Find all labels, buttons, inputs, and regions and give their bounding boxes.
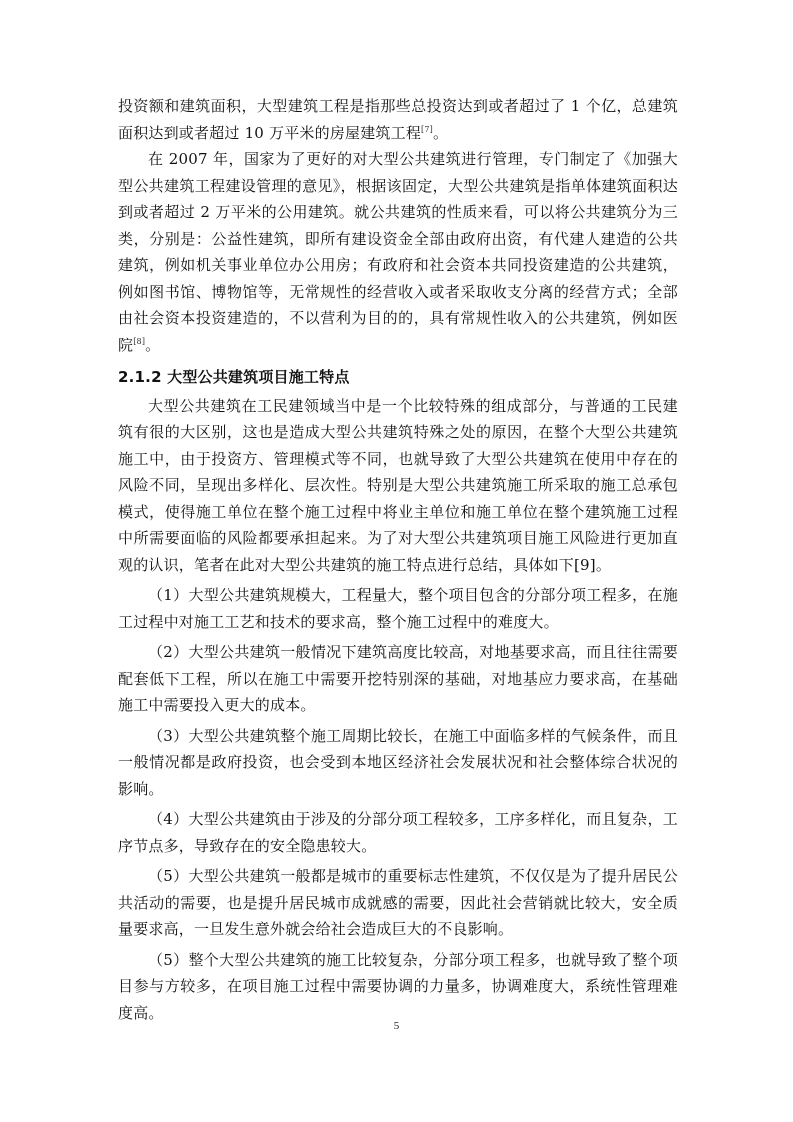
list-item-2: （2）大型公共建筑一般情况下建筑高度比较高，对地基要求高，而且往往需要配套低下工程，所以在施工中需要开挖特别深的基础，对地基应力要求高，在基础施工中需要投入更大的成本。 <box>118 643 678 714</box>
paragraph-public-building-definition <box>118 146 678 358</box>
list-item-5: （5）大型公共建筑一般都是城市的重要标志性建筑，不仅仅是为了提升居民公共活动的需要，也是提升居民城市成就感的需要，因此社会营销就比较大，安全质量要求高，一旦发生意外就会给社会造成巨大的不良影响。 <box>118 867 678 938</box>
section-heading: 2.1.2 大型公共建筑项目施工特点 <box>118 368 350 386</box>
intro-text: 投资额和建筑面积，大型建筑工程是指那些总投资达到或者超过了 1 个亿，总建筑面积达到或者超过 10 万平米的房屋建筑工程 <box>118 97 678 142</box>
intro-paragraph <box>118 93 678 146</box>
citation-8: [8] <box>133 336 146 346</box>
para2-end: 。 <box>145 335 161 354</box>
intro-end: 。 <box>432 123 449 142</box>
list-item-3: （3）大型公共建筑整个施工周期比较长，在施工中面临多样的气候条件，而且一般情况都是政府投资，也会受到本地区经济社会发展状况和社会整体综合状况的影响。 <box>118 726 678 798</box>
list-item-6: （5）整个大型公共建筑的施工比较复杂，分部分项工程多，也就导致了整个项目参与方较多，在项目施工过程中需要协调的力量多，协调难度大，系统性管理难度高。 <box>118 950 678 1022</box>
citation-7: [7] <box>421 124 433 134</box>
list-item-1: （1）大型公共建筑规模大，工程量大，整个项目包含的分部分项工程多，在施工过程中对施工工艺和技术的要求高，整个施工过程中的难度大。 <box>118 586 678 631</box>
page-number: 5 <box>393 1020 400 1032</box>
page-content <box>118 93 678 1026</box>
para2-text: 在 2007 年，国家为了更好的对大型公共建筑进行管理，专门制定了《加强大型公共建筑工程建设管理的意见》，根据该固定，大型公共建筑是指单体建筑面积达到或者超过 2 万平米的公用建筑。就公共建筑的性质来看，可以将公共建筑分为三类，分别是：公益性建筑，即所有建设资金全部由政府出资，有代建人建造的公共建筑，例如机关事业单位办公用房；有政府和社会资本共同投资建造的公共建筑，例如图书馆、博物馆等，无常规性的经营收入或者采取收支分离的经营方式；全部由社会资本投资建造的，不以营利为目的的，具有常规性收入的公共建筑，例如医院 <box>118 150 678 354</box>
list-item-4: （4）大型公共建筑由于涉及的分部分项工程较多，工序多样化，而且复杂，工序节点多，导致存在的安全隐患较大。 <box>118 810 678 855</box>
paragraph-construction-characteristics: 大型公共建筑在工民建领域当中是一个比较特殊的组成部分，与普通的工民建筑有很的大区别，这也是造成大型公共建筑特殊之处的原因，在整个大型公共建筑施工中，由于投资方、管理模式等不同，也就导致了大型公共建筑在使用中存在的风险不同，呈现出多样化、层次性。特别是大型公共建筑施工所采取的施工总承包模式，使得施工单位在整个施工过程中将业主单位和施工单位在整个建筑施工过程中所需要面临的风险都要承担起来。为了对大型公共建筑项目施工风险进行更加直观的认识，笔者在此对大型公共建筑的施工特点进行总结，具体如下[9]。 <box>118 396 678 574</box>
